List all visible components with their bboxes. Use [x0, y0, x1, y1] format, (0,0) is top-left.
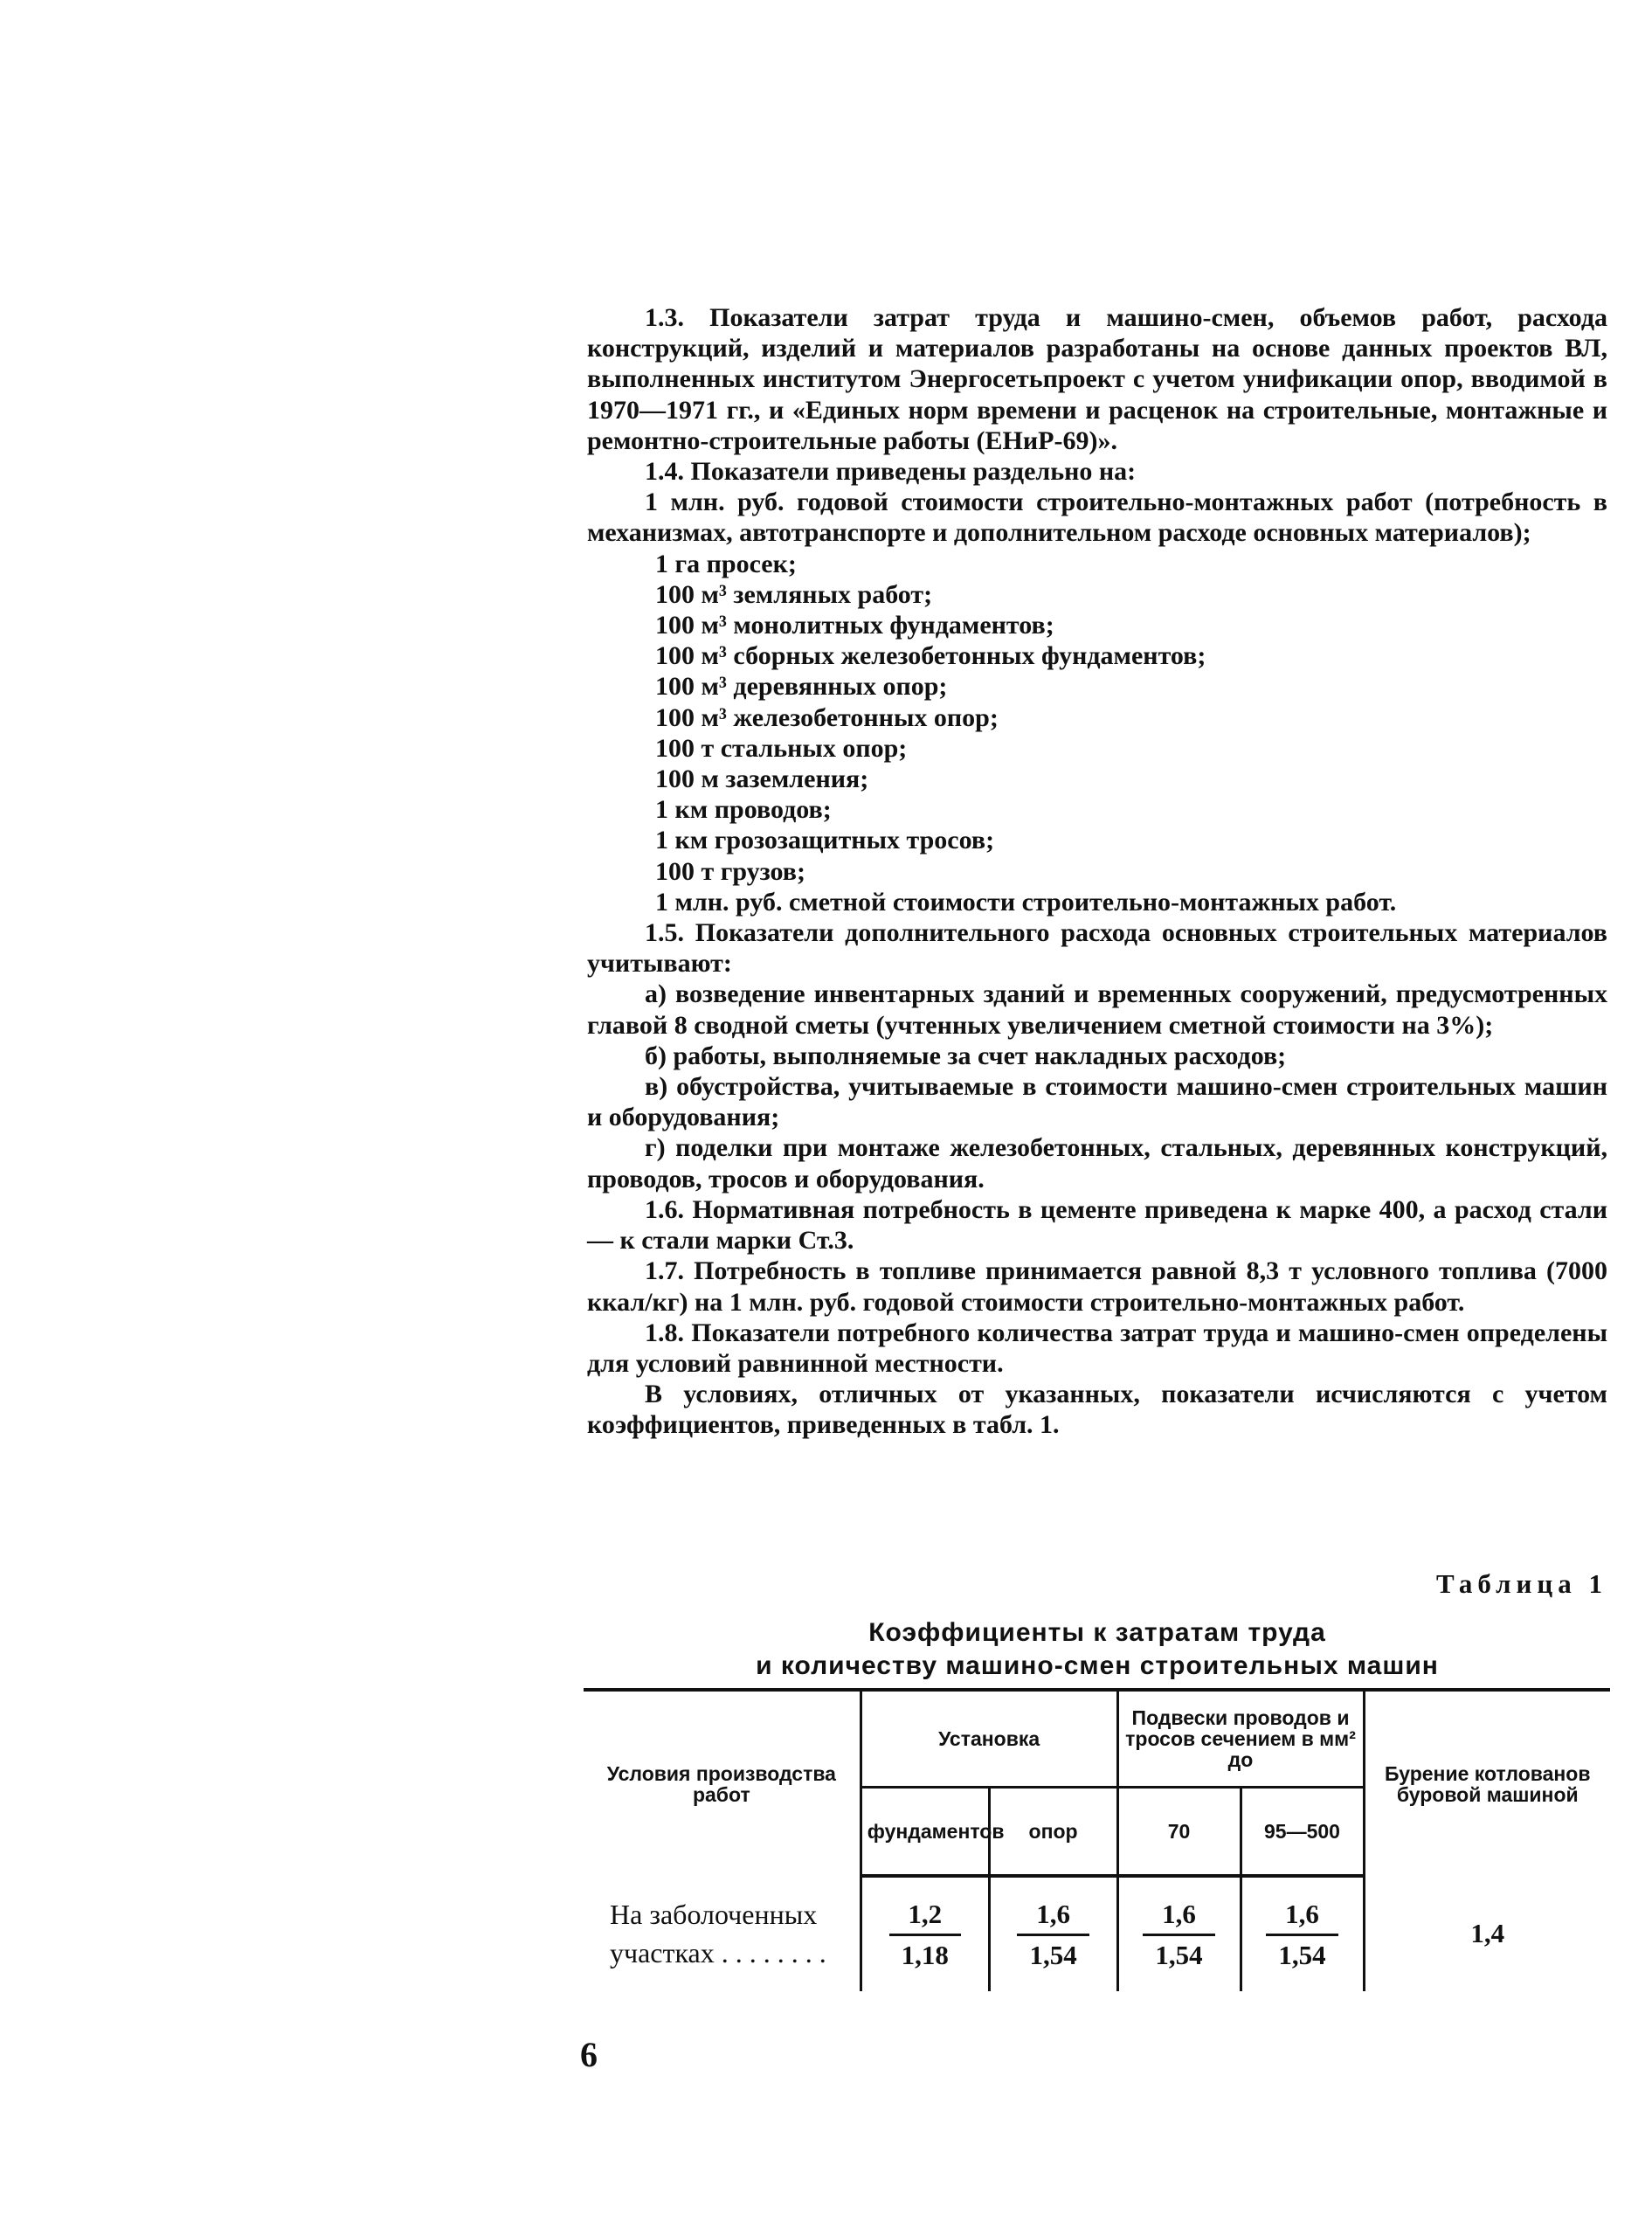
- header-section-95-500: 95—500: [1241, 1788, 1364, 1877]
- paragraph: 1 млн. руб. годовой стоимости строительно-монтажных работ (потребность в механизмах, автотранспорте и дополнительном расходе основных материалов);: [587, 488, 1607, 548]
- fraction-numerator: 1,2: [889, 1899, 961, 1936]
- paragraph: 1.5. Показатели дополнительного расхода основных строительных материалов учитывают:: [587, 918, 1607, 979]
- header-drilling: Бурение котлованов буровой машиной: [1364, 1690, 1610, 1876]
- fraction-numerator: 1,6: [1017, 1899, 1089, 1936]
- paragraph: 100 м³ сборных железобетонных фундаментов;: [655, 641, 1206, 671]
- paragraph: 100 т грузов;: [655, 856, 805, 886]
- fraction-denominator: 1,18: [901, 1939, 949, 1970]
- paragraph: 100 м заземления;: [655, 765, 869, 794]
- header-suspension: Подвески проводов и тросов сечением в мм² до: [1117, 1690, 1364, 1788]
- paragraph: б) работы, выполняемые за счет накладных расходов;: [645, 1041, 1287, 1070]
- paragraph: в) обустройства, учитываемые в стоимости машино-смен строительных машин и оборудования;: [587, 1072, 1607, 1132]
- fraction: [1143, 1899, 1214, 1971]
- fraction: [1266, 1899, 1337, 1971]
- paragraph: 1 км проводов;: [655, 795, 832, 825]
- paragraph: 1.4. Показатели приведены раздельно на:: [645, 457, 1137, 487]
- fraction-denominator: 1,54: [1029, 1939, 1077, 1970]
- fraction-denominator: 1,54: [1278, 1939, 1326, 1970]
- paragraph: 100 м³ железобетонных опор;: [655, 702, 999, 732]
- table-label: Таблица 1: [1436, 1568, 1607, 1599]
- paragraph: 1.7. Потребность в топливе принимается равной 8,3 т условного топлива (7000 ккал/кг) на 1 млн. руб. годовой стоимости строительно-монтажных работ.: [587, 1256, 1607, 1317]
- cell-supports: [989, 1876, 1117, 1991]
- paragraph: 100 м³ монолитных фундаментов;: [655, 611, 1054, 640]
- header-section-70: 70: [1117, 1788, 1241, 1877]
- paragraph: 1.3. Показатели затрат труда и машино-смен, объемов работ, расхода конструкций, изделий и материалов разработаны на основе данных проектов ВЛ, выполненных институтом Энергосетьпроект с учетом унификации опор, вводимой в 1970—1971 гг., и «Единых норм времени и расценок на строительные, монтажные и ремонтно-строительные работы (ЕНиР-69)».: [587, 303, 1607, 455]
- fraction-numerator: 1,6: [1266, 1899, 1337, 1936]
- paragraph: 1 млн. руб. сметной стоимости строительно-монтажных работ.: [655, 887, 1397, 917]
- paragraph: 1.8. Показатели потребного количества затрат труда и машино-смен определены для условий равнинной местности.: [587, 1318, 1607, 1378]
- header-installation: Установка: [861, 1690, 1117, 1788]
- fraction: [889, 1899, 961, 1971]
- fraction-numerator: 1,6: [1143, 1899, 1214, 1936]
- cell-foundations: [861, 1876, 989, 1991]
- paragraph: а) возведение инвентарных зданий и временных сооружений, предусмотренных главой 8 сводной сметы (учтенных увеличением сметной стоимости на 3%);: [587, 979, 1607, 1040]
- row-condition: На заболоченных участках . . . . . . . .: [610, 1899, 826, 1968]
- paragraph: В условиях, отличных от указанных, показатели исчисляются с учетом коэффициентов, приведенных в табл. 1.: [587, 1380, 1607, 1440]
- paragraph: г) поделки при монтаже железобетонных, стальных, деревянных конструкций, проводов, тросов и оборудования.: [587, 1133, 1607, 1194]
- fraction: [1017, 1899, 1089, 1971]
- cell-drilling: 1,4: [1364, 1876, 1610, 1991]
- paragraph: 1.6. Нормативная потребность в цементе приведена к марке 400, а расход стали — к стали марки Ст.3.: [587, 1194, 1607, 1256]
- header-conditions: Условия производства работ: [584, 1690, 861, 1876]
- paragraph: 100 м³ деревянных опор;: [655, 672, 948, 702]
- body-text: [587, 302, 1607, 1441]
- header-supports: опор: [989, 1788, 1117, 1877]
- paragraph: 1 км грозозащитных тросов;: [655, 826, 995, 855]
- table-title: [587, 1616, 1607, 1683]
- table-title-line-1: Коэффициенты к затратам труда: [868, 1618, 1326, 1647]
- coefficients-table: [584, 1688, 1610, 1991]
- paragraph: 1 га просек;: [655, 549, 797, 578]
- header-foundations: фундаментов: [861, 1788, 989, 1877]
- cell-section-70: [1117, 1876, 1241, 1991]
- table-title-line-2: и количеству машино-смен строительных машин: [756, 1651, 1439, 1680]
- paragraph: 100 м³ земляных работ;: [655, 579, 933, 609]
- paragraph: 100 т стальных опор;: [655, 733, 908, 763]
- page-number: 6: [580, 2035, 598, 2074]
- fraction-denominator: 1,54: [1155, 1939, 1203, 1970]
- table-row: [584, 1876, 1610, 1991]
- cell-section-95-500: [1241, 1876, 1364, 1991]
